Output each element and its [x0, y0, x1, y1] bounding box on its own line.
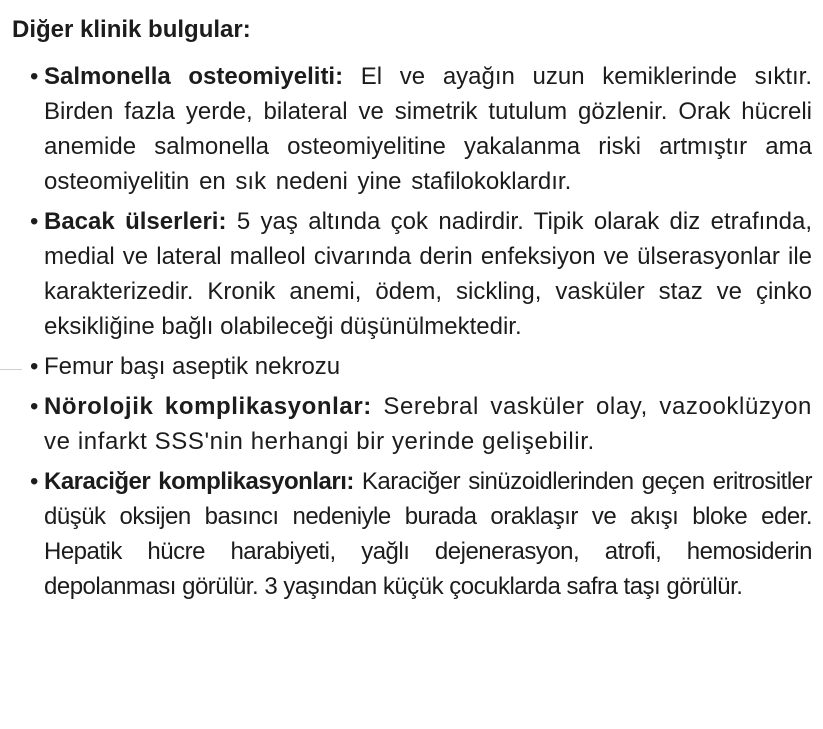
item-text: Serebral vasküler olay, vazooklüzyon ve infarkt SSS'nin herhangi bir yerinde gelişebilir.	[44, 393, 812, 455]
item-term: Karaciğer komplikasyonları:	[44, 468, 362, 495]
section-heading: Diğer klinik bulgular:	[12, 16, 251, 43]
item-term: Salmonella osteomiyeliti:	[44, 63, 361, 90]
item-text: El ve ayağın uzun kemiklerinde sıktır. Birden fazla yerde, bilateral ve simetrik tutulum gözlenir. Orak hücreli anemide salmonella osteomiyelitine yakalanma riski artmıştır ama osteomiyelitin en sık nedeni yine stafilokoklardır.	[44, 63, 813, 195]
item-text: 5 yaş altında çok nadirdir. Tipik olarak diz etrafında, medial ve lateral malleol civarında derin enfeksiyon ve ülserasyonlar ile karakterizedir. Kronik anemi, ödem, sickling, vasküler staz ve çinko eksikliğine bağlı olabileceği düşünülmektedir.	[44, 208, 813, 340]
item-text: Femur başı aseptik nekrozu	[44, 353, 341, 380]
bullet: •	[30, 393, 40, 420]
list-item-salmonella-osteomyelitis	[30, 59, 812, 199]
list-item-liver-complications	[30, 464, 812, 604]
list-item-femoral-head-necrosis	[30, 349, 812, 384]
list-item-neurologic-complications	[30, 389, 812, 459]
item-term: Bacak ülserleri:	[44, 208, 237, 235]
bullet: •	[30, 353, 39, 380]
bullet: •	[30, 208, 39, 235]
list-item-leg-ulcers	[30, 204, 812, 344]
findings-list	[30, 59, 812, 604]
item-term: Nörolojik komplikasyonlar:	[44, 393, 384, 420]
margin-rule	[0, 369, 22, 370]
bullet: •	[30, 468, 38, 495]
item-text: Karaciğer sinüzoidlerinden geçen eritrositler düşük oksijen basıncı nedeniyle burada oraklaşır ve akışı bloke eder. Hepatik hücre harabiyeti, yağlı dejenerasyon, atrofi, hemosiderin depolanması görülür. 3 yaşından küçük çocuklarda safra taşı görülür.	[44, 468, 812, 600]
bullet: •	[30, 63, 39, 90]
